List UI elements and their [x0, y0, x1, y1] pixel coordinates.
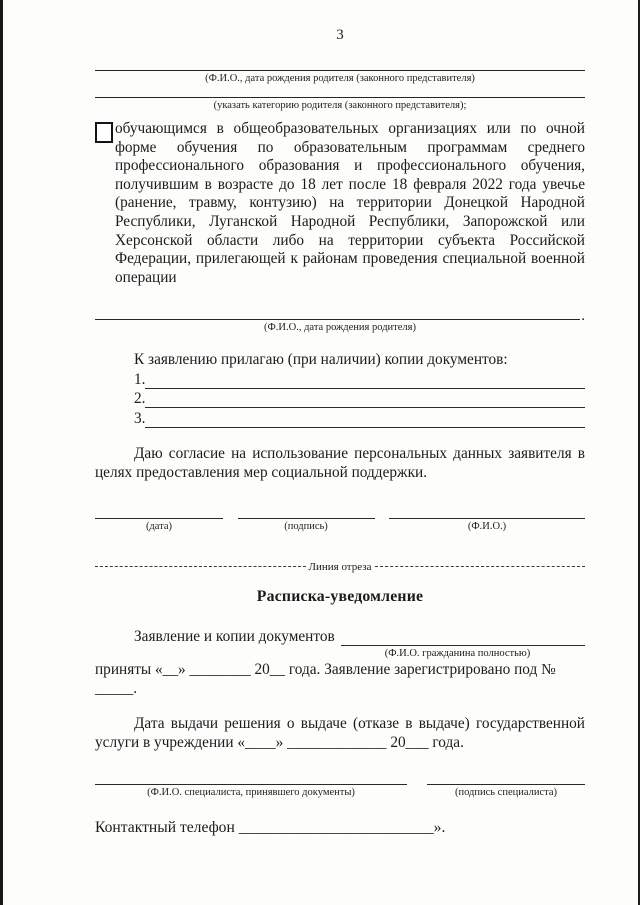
blank-line: [389, 518, 585, 519]
blank-line: [95, 319, 580, 320]
blank-line: [238, 518, 375, 519]
cut-line-label: Линия отреза: [308, 560, 372, 573]
contact-phone-label: Контактный телефон: [95, 818, 235, 836]
blank-line: [145, 427, 585, 428]
decision-paragraph: Дата выдачи решения о выдаче (отказе в выдаче) государственной услуги в учреждении «____» _____________ 20___ года.: [95, 714, 585, 752]
attachments-intro: К заявлению прилагаю (при наличии) копии документов:: [134, 351, 508, 369]
receipt-documents-label: Заявление и копии документов: [134, 627, 335, 645]
category-option-paragraph: [95, 120, 585, 287]
attachment-number: 2.: [134, 390, 146, 408]
field-parent-fio: [95, 70, 585, 84]
field-caption: (Ф.И.О. специалиста, принявшего документы): [147, 786, 355, 798]
blank-line: [427, 784, 585, 785]
field-parent-category: [95, 97, 585, 111]
cut-line: [95, 561, 585, 573]
specialist-sign-field: [427, 784, 585, 798]
signature-date-field: [95, 518, 223, 532]
receipt-documents-line: [95, 627, 585, 646]
receipt-title: Расписка-уведомление: [256, 587, 424, 605]
contact-phone-blank: _________________________: [238, 818, 434, 836]
contact-phone-line: [95, 819, 585, 837]
signature-sign-field: [238, 518, 375, 532]
attachment-number: 1.: [134, 370, 146, 388]
sentence-period: .: [581, 308, 585, 325]
field-caption: (Ф.И.О., дата рождения родителя (законного представителя): [205, 73, 475, 84]
contact-phone-suffix: ».: [433, 818, 446, 836]
signature-row: [95, 518, 585, 532]
attachment-item: [134, 389, 585, 409]
field-caption: (Ф.И.О., дата рождения родителя): [264, 322, 416, 334]
category-checkbox: [95, 122, 113, 143]
blank-line: [95, 97, 585, 98]
field-caption: (подпись): [284, 520, 328, 532]
blank-line: [145, 388, 585, 389]
specialist-row: [95, 784, 585, 798]
attachment-item: [134, 408, 585, 428]
category-option-text: обучающимся в общеобразовательных организациях или по очной форме обучения по образовательным программам среднего профессионального образования и профессионального обучения, получившим в возрасте до 18 лет после 18 февраля 2022 года увечье (ранение, травму, контузию) на территории Донецкой Народной Республики, Луганской Народной Республики, Запорожской или Херсонской области либо на территории субъекта Российской Федерации, прилегающей к районам проведения специальной военной операции: [115, 120, 585, 286]
blank-line: [95, 784, 407, 785]
consent-paragraph: Даю согласие на использование персональных данных заявителя в целях предоставления мер социальной поддержки.: [95, 444, 585, 482]
receipt-accepted-line: приняты «__» ________ 20__ года. Заявление зарегистрировано под № _____.: [95, 660, 556, 698]
blank-line: [341, 645, 585, 646]
blank-line: [95, 70, 585, 71]
blank-line: [145, 407, 585, 408]
field-caption: (Ф.И.О. гражданина полностью): [384, 647, 531, 659]
signature-fio-field: [389, 518, 585, 532]
attachment-item: [134, 369, 585, 389]
field-caption: (указать категорию родителя (законного представителя);: [213, 100, 467, 111]
cut-dash-left: [95, 566, 306, 567]
blank-line: [95, 518, 223, 519]
field-caption: (подпись специалиста): [454, 786, 558, 798]
field-caption: (Ф.И.О.): [467, 520, 507, 532]
attachment-number: 3.: [134, 409, 146, 427]
document-content: [95, 0, 585, 837]
page-number: 3: [336, 27, 344, 43]
field-child-fio: [95, 308, 585, 325]
specialist-fio-field: [95, 784, 407, 798]
scan-edge-left: [0, 0, 3, 905]
cut-dash-right: [375, 566, 586, 567]
field-caption: (дата): [145, 520, 173, 532]
